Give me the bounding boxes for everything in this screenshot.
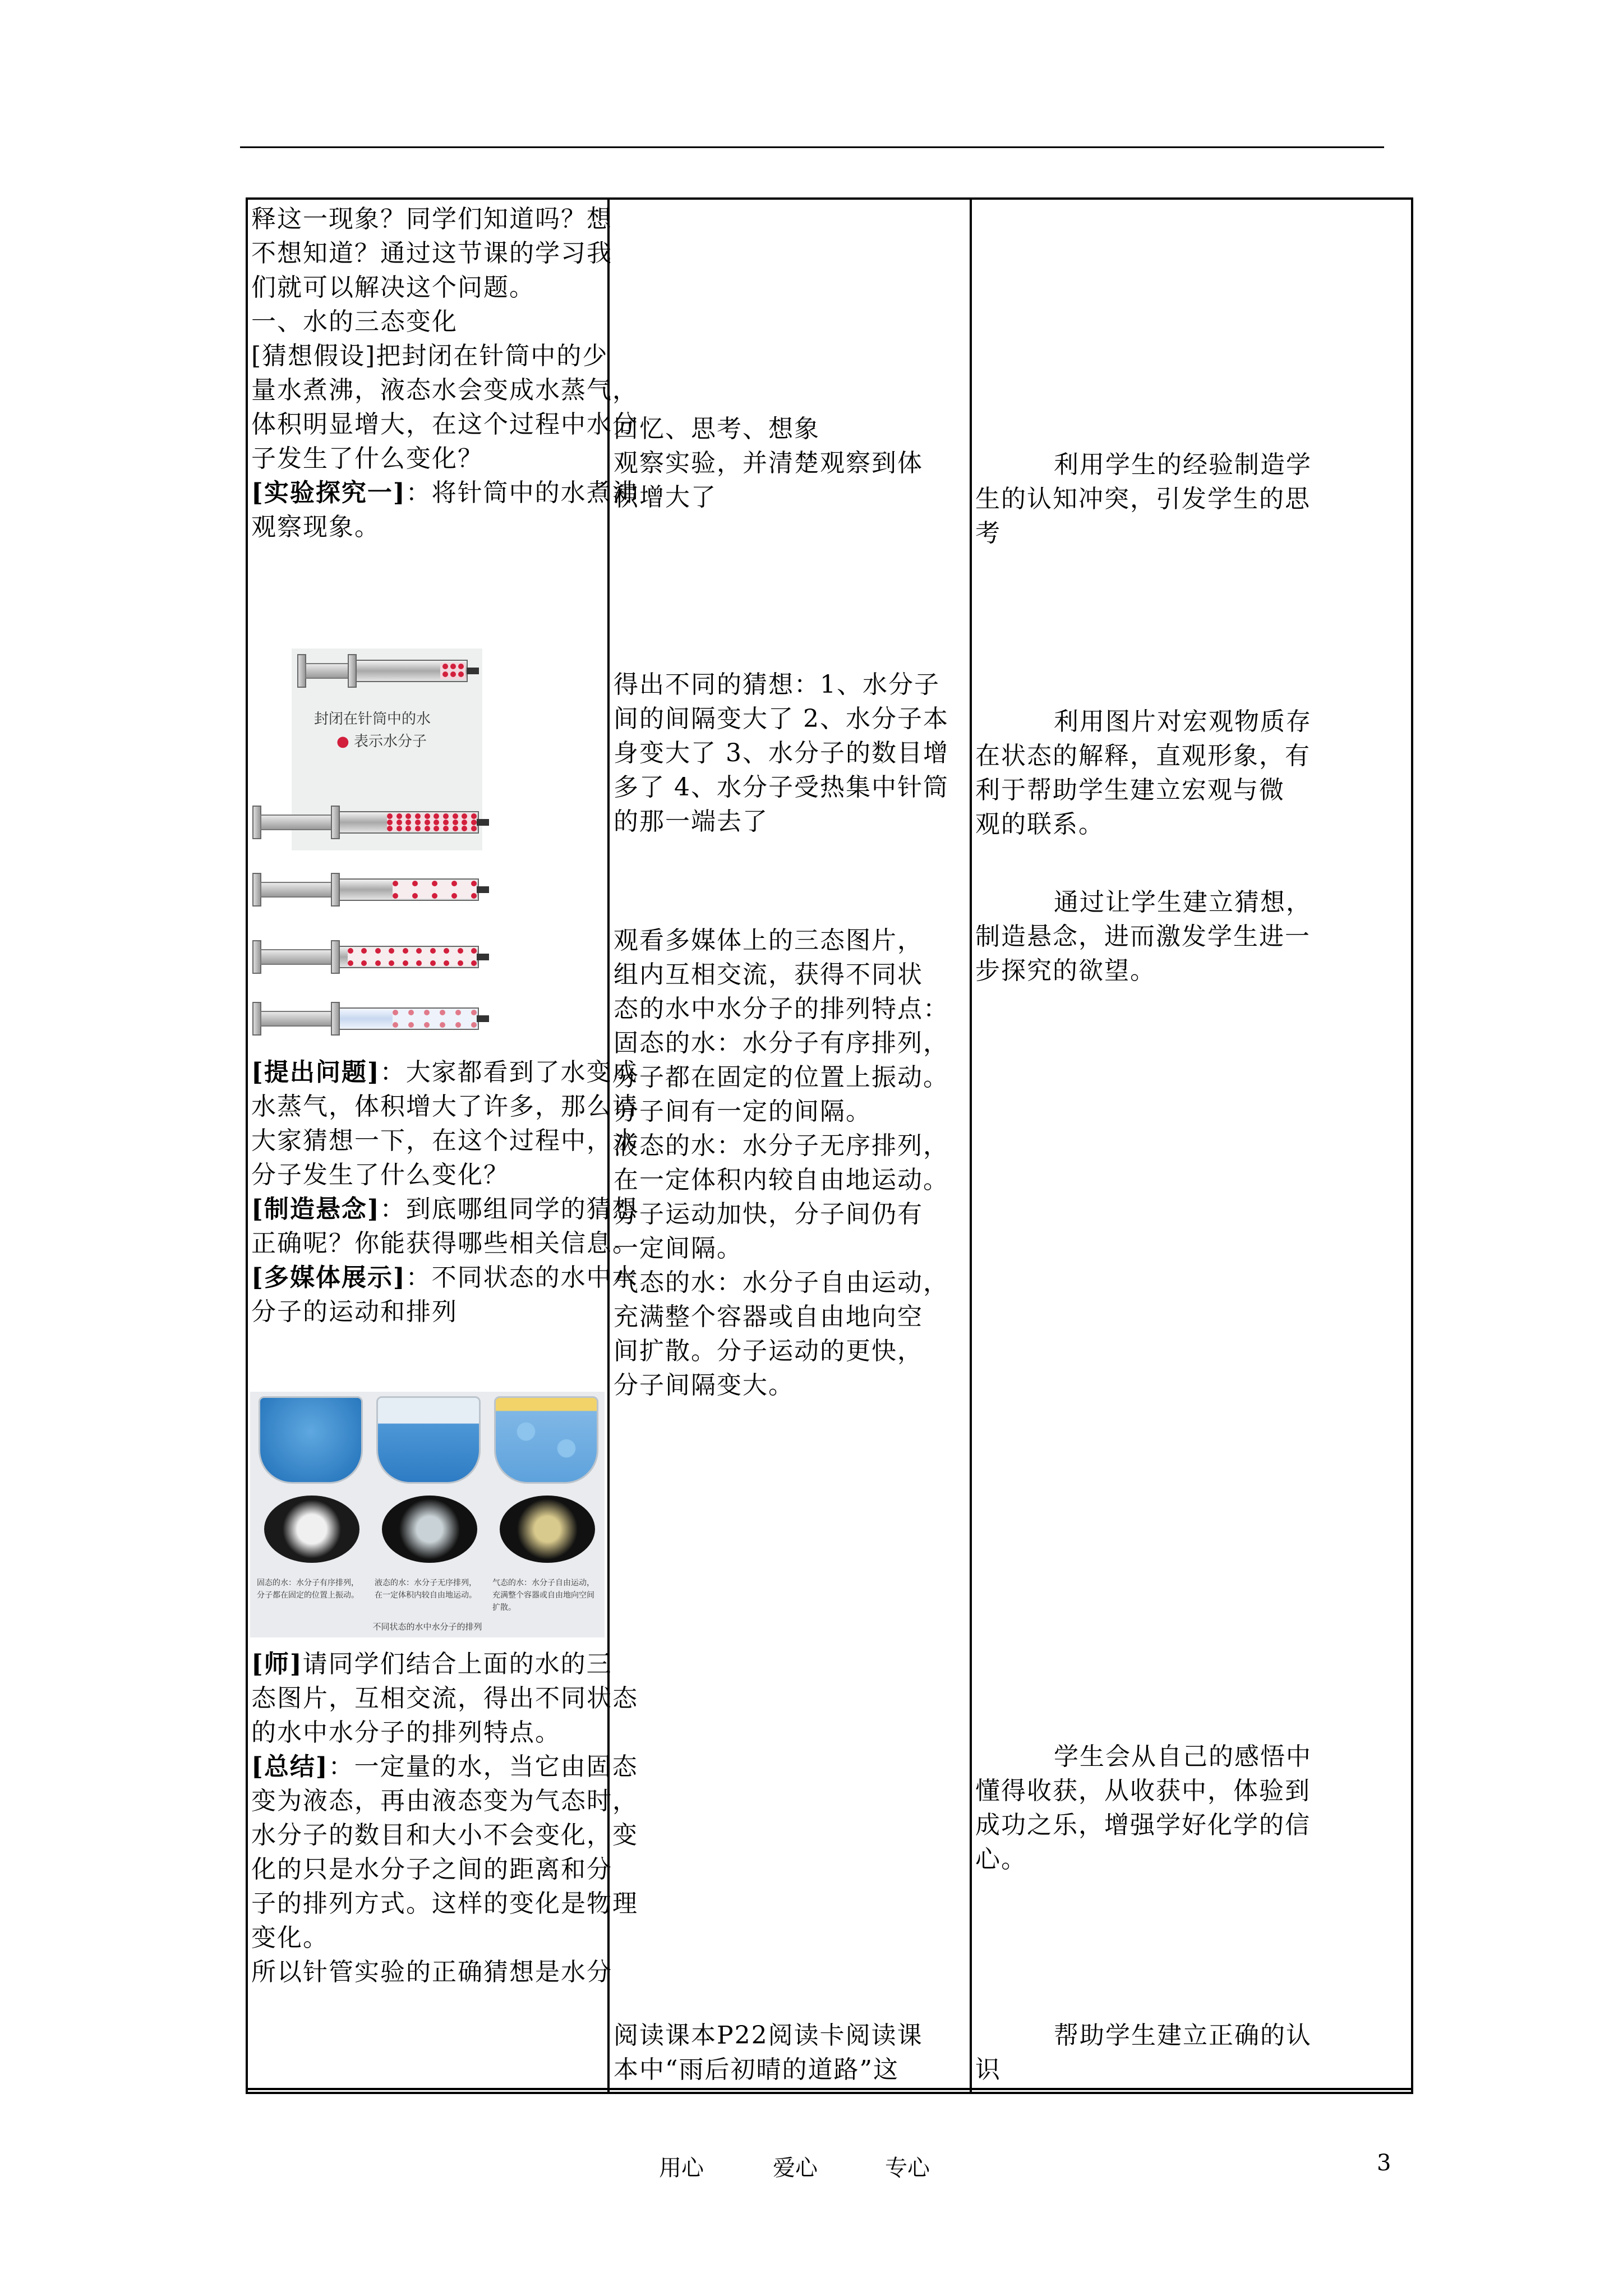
student-activity-3-line-8: 在一定体积内较自由地运动。 bbox=[614, 1166, 949, 1194]
water-molecule-dot bbox=[458, 948, 463, 954]
water-molecule-dot bbox=[444, 948, 449, 954]
water-molecule-dot bbox=[389, 948, 394, 954]
water-molecule-dot bbox=[471, 893, 477, 899]
student-activity-2-line-3: 身变大了 3、水分子的数目增 bbox=[614, 739, 949, 767]
water-molecule-dot bbox=[471, 826, 477, 831]
design-intent-block-1 bbox=[975, 448, 1407, 550]
intro-line-3: 们就可以解决这个问题。 bbox=[251, 273, 535, 302]
water-molecule-dot bbox=[453, 813, 458, 819]
syringe-2-molecules bbox=[387, 813, 477, 831]
syringe-caption-2-row bbox=[336, 730, 427, 751]
water-molecule-dot bbox=[440, 1022, 445, 1028]
design-intent-2-line-1: 利用图片对宏观物质存 bbox=[1054, 707, 1312, 736]
design-intent-4-line-2: 懂得收获，从收获中，体验到 bbox=[975, 1777, 1311, 1805]
media-line-2: 分子的运动和排列 bbox=[251, 1297, 458, 1326]
teacher-activity-column bbox=[251, 202, 638, 544]
syringe-1 bbox=[297, 660, 477, 682]
experiment-text: ：将针筒中的水煮沸 bbox=[405, 478, 638, 507]
water-molecule-dot bbox=[430, 960, 436, 966]
summary-line-5: 子的排列方式。这样的变化是物理 bbox=[251, 1889, 638, 1918]
hypothesis-line-3: 体积明显增大，在这个过程中水分 bbox=[251, 410, 638, 439]
syringe-caption-2: 表示水分子 bbox=[353, 733, 427, 750]
design-intent-4-line-3: 成功之乐，增强学好化学的信 bbox=[975, 1811, 1311, 1839]
solid-state-caption: 固态的水：水分子有序排列，分子都在固定的位置上振动。 bbox=[257, 1579, 359, 1600]
student-activity-1-line-2: 观察实验，并清楚观察到体 bbox=[614, 449, 923, 477]
water-molecule-dot bbox=[405, 820, 411, 825]
water-molecule-dot bbox=[387, 813, 393, 819]
student-activity-3-line-13: 间扩散。分子运动的更快， bbox=[614, 1337, 923, 1365]
media-line-1 bbox=[251, 1260, 638, 1295]
water-molecule-dot bbox=[425, 813, 430, 819]
water-molecule-dot bbox=[361, 948, 367, 954]
student-activity-1-line-1: 回忆、思考、想象 bbox=[614, 415, 820, 443]
water-molecule-dot bbox=[453, 826, 458, 831]
liquid-state-caption: 液态的水：水分子无序排列，在一定体积内较自由地运动。 bbox=[375, 1579, 477, 1600]
design-intent-4-line-1: 学生会从自己的感悟中 bbox=[1054, 1742, 1312, 1771]
experiment-label: [实验探究一] bbox=[251, 478, 406, 507]
syringe-1-tip bbox=[467, 668, 479, 674]
student-activity-1-line-3: 积增大了 bbox=[614, 483, 717, 512]
water-molecule-dot bbox=[375, 948, 381, 954]
water-molecule-dot bbox=[462, 813, 467, 819]
three-states-figure-title: 不同状态的水中水分子的排列 bbox=[372, 1622, 482, 1632]
water-molecule-dot bbox=[361, 960, 367, 966]
water-molecule-dot bbox=[462, 820, 467, 825]
student-activity-3-line-11: 气态的水：水分子自由运动， bbox=[614, 1268, 949, 1297]
question-line-1 bbox=[251, 1055, 638, 1089]
design-intent-1-line-2: 生的认知冲突，引发学生的思 bbox=[975, 485, 1311, 513]
water-molecule-dot bbox=[405, 813, 411, 819]
column-divider-2 bbox=[970, 200, 972, 2092]
water-molecule-dot bbox=[434, 826, 439, 831]
student-activity-3-line-4: 固态的水：水分子有序排列， bbox=[614, 1029, 949, 1057]
design-intent-block-3 bbox=[975, 885, 1407, 988]
solid-state-beaker bbox=[259, 1396, 363, 1484]
student-activity-3-line-5: 分子都在固定的位置上振动。 bbox=[614, 1063, 949, 1092]
experiment-line-1 bbox=[251, 476, 638, 510]
syringe-experiment-figure bbox=[252, 648, 488, 1041]
water-molecule-dot bbox=[412, 881, 418, 886]
question-line-2: 水蒸气，体积增大了许多，那么请 bbox=[251, 1092, 638, 1121]
student-activity-3-line-12: 充满整个容器或自由地向空 bbox=[614, 1303, 923, 1331]
question-line-4: 分子发生了什么变化？ bbox=[251, 1161, 509, 1189]
water-molecule-dot bbox=[348, 948, 353, 954]
water-molecule-dot bbox=[424, 1010, 430, 1015]
summary-line-7: 所以针管实验的正确猜想是水分 bbox=[251, 1958, 612, 1986]
question-text: ：大家都看到了水变成 bbox=[380, 1058, 638, 1087]
water-molecule-dot bbox=[375, 960, 381, 966]
design-intent-3-line-1: 通过让学生建立猜想， bbox=[1054, 888, 1312, 917]
teacher-activity-column-part2 bbox=[251, 1055, 638, 1329]
water-molecule-dot bbox=[425, 826, 430, 831]
syringe-2 bbox=[252, 811, 488, 834]
student-activity-3-line-2: 组内互相交流，获得不同状 bbox=[614, 960, 923, 989]
suspense-line-1 bbox=[251, 1192, 638, 1226]
water-molecule-dot bbox=[453, 820, 458, 825]
water-molecule-dot bbox=[471, 1022, 477, 1028]
water-molecule-dot bbox=[393, 1010, 398, 1015]
water-molecule-dot bbox=[415, 826, 421, 831]
water-molecule-dot bbox=[403, 960, 408, 966]
student-activity-block-2 bbox=[614, 668, 967, 839]
water-molecule-dot bbox=[412, 893, 418, 899]
lesson-table bbox=[246, 197, 1413, 2094]
summary-line-6: 变化。 bbox=[251, 1924, 329, 1952]
gas-state-beaker bbox=[494, 1396, 598, 1484]
water-molecule-dot bbox=[471, 960, 477, 966]
student-activity-4-line-2: 本中“雨后初晴的道路”这 bbox=[614, 2055, 899, 2084]
liquid-state-beaker bbox=[376, 1396, 481, 1484]
student-activity-2-line-1: 得出不同的猜想：1、水分子 bbox=[614, 670, 940, 699]
water-molecule-dot bbox=[451, 893, 457, 899]
media-label: [多媒体展示] bbox=[251, 1263, 406, 1292]
student-activity-2-line-4: 多了 4、水分子受热集中针筒 bbox=[614, 773, 949, 802]
molecule-legend-icon: ● bbox=[336, 733, 349, 750]
water-molecule-dot bbox=[348, 960, 353, 966]
syringe-caption-1: 封闭在针筒中的水 bbox=[314, 711, 431, 728]
student-activity-3-line-6: 分子间有一定的间隔。 bbox=[614, 1097, 872, 1126]
intro-line-2: 不想知道？通过这节课的学习我 bbox=[251, 239, 612, 268]
teacher-text: 请同学们结合上面的水的三 bbox=[302, 1650, 612, 1678]
syringe-1-plunger bbox=[305, 663, 350, 679]
teacher-label: [师] bbox=[251, 1650, 303, 1678]
syringe-4 bbox=[252, 946, 488, 968]
water-molecule-dot bbox=[408, 1010, 414, 1015]
water-molecule-dot bbox=[432, 893, 437, 899]
water-molecule-dot bbox=[443, 820, 449, 825]
media-text: ：不同状态的水中水 bbox=[405, 1263, 638, 1292]
suspense-label: [制造悬念] bbox=[251, 1195, 380, 1223]
water-molecule-dot bbox=[393, 893, 398, 899]
student-activity-block-1 bbox=[614, 412, 967, 514]
water-molecule-dot bbox=[393, 881, 398, 886]
student-activity-3-line-1: 观看多媒体上的三态图片， bbox=[614, 926, 923, 955]
water-molecule-dot bbox=[443, 826, 449, 831]
student-activity-3-line-7: 液态的水：水分子无序排列， bbox=[614, 1131, 949, 1160]
water-glass-photo bbox=[382, 1496, 477, 1563]
water-molecule-dot bbox=[430, 948, 436, 954]
water-molecule-dot bbox=[443, 813, 449, 819]
design-intent-block-2 bbox=[975, 705, 1407, 841]
hypothesis-line-2: 量水煮沸，液态水会变成水蒸气， bbox=[251, 376, 638, 404]
water-molecule-dot bbox=[389, 960, 394, 966]
water-molecule-dot bbox=[387, 826, 393, 831]
student-activity-3-line-14: 分子间隔变大。 bbox=[614, 1371, 794, 1400]
syringe-3-molecules bbox=[393, 881, 477, 899]
teacher-activity-column-part3 bbox=[251, 1647, 638, 1989]
experiment-line-2: 观察现象。 bbox=[251, 513, 380, 541]
question-label: [提出问题] bbox=[251, 1058, 380, 1087]
hypothesis-line-4: 子发生了什么变化？ bbox=[251, 444, 483, 473]
footer-motto-3: 专心 bbox=[885, 2155, 930, 2181]
student-activity-2-line-2: 间的间隔变大了 2、水分子本 bbox=[614, 705, 949, 733]
summary-line-3: 水分子的数目和大小不会变化，变 bbox=[251, 1821, 638, 1849]
intro-line-1: 释这一现象？同学们知道吗？想 bbox=[251, 205, 612, 233]
water-molecule-dot bbox=[396, 813, 402, 819]
water-molecule-dot bbox=[425, 820, 430, 825]
student-activity-block-3 bbox=[614, 923, 967, 1402]
design-intent-2-line-2: 在状态的解释，直观形象，有 bbox=[975, 742, 1311, 770]
student-activity-3-line-3: 态的水中水分子的排列特点： bbox=[614, 995, 949, 1023]
summary-line-2: 变为液态，再由液态变为气态时， bbox=[251, 1787, 638, 1815]
gas-state-caption: 气态的水：水分子自由运动，充满整个容器或自由地向空间扩散。 bbox=[492, 1579, 594, 1612]
water-molecule-dot bbox=[471, 820, 477, 825]
design-intent-1-line-3: 考 bbox=[975, 519, 1001, 547]
water-molecule-dot bbox=[455, 1022, 461, 1028]
teacher-line-3: 的水中水分子的排列特点。 bbox=[251, 1718, 561, 1747]
water-molecule-dot bbox=[393, 1022, 398, 1028]
ice-photo bbox=[264, 1496, 359, 1563]
water-molecule-dot bbox=[434, 820, 439, 825]
suspense-line-2: 正确呢？你能获得哪些相关信息。 bbox=[251, 1229, 638, 1258]
teacher-line-1 bbox=[251, 1647, 612, 1681]
design-intent-block-5 bbox=[975, 2018, 1407, 2087]
water-molecule-dot bbox=[403, 948, 408, 954]
water-molecule-dot bbox=[471, 1010, 477, 1015]
water-molecule-dot bbox=[415, 813, 421, 819]
header-rule bbox=[240, 146, 1384, 148]
design-intent-3-line-2: 制造悬念，进而激发学生进一 bbox=[975, 922, 1311, 951]
design-intent-5-line-1: 帮助学生建立正确的认 bbox=[1054, 2021, 1312, 2050]
section-title: 一、水的三态变化 bbox=[251, 307, 458, 336]
student-activity-3-line-10: 一定间隔。 bbox=[614, 1234, 743, 1263]
design-intent-3-line-3: 步探究的欲望。 bbox=[975, 956, 1156, 985]
summary-label: [总结] bbox=[251, 1752, 329, 1781]
page-number: 3 bbox=[1377, 2150, 1391, 2176]
three-states-water-figure bbox=[250, 1392, 605, 1637]
footer-motto-2: 爱心 bbox=[773, 2155, 818, 2181]
design-intent-block-4 bbox=[975, 1740, 1407, 1876]
hypothesis-line-1: [猜想假设]把封闭在针筒中的少 bbox=[251, 342, 608, 370]
steam-glass-photo bbox=[500, 1496, 595, 1563]
design-intent-1-line-1: 利用学生的经验制造学 bbox=[1054, 450, 1312, 479]
summary-line-4: 化的只是水分子之间的距离和分 bbox=[251, 1855, 612, 1884]
syringe-1-water bbox=[440, 662, 465, 679]
syringe-5-molecules bbox=[393, 1010, 477, 1028]
student-activity-2-line-5: 的那一端去了 bbox=[614, 807, 768, 836]
water-molecule-dot bbox=[424, 1022, 430, 1028]
water-molecule-dot bbox=[451, 881, 457, 886]
summary-text: ：一定量的水，当它由固态 bbox=[328, 1752, 638, 1781]
student-activity-4-line-1: 阅读课本P22阅读卡阅读课 bbox=[614, 2021, 923, 2050]
water-molecule-dot bbox=[471, 881, 477, 886]
syringe-4-molecules bbox=[348, 948, 477, 966]
water-molecule-dot bbox=[462, 826, 467, 831]
water-molecule-dot bbox=[458, 960, 463, 966]
water-molecule-dot bbox=[405, 826, 411, 831]
water-molecule-dot bbox=[396, 820, 402, 825]
student-activity-block-4 bbox=[614, 2018, 967, 2087]
student-activity-3-line-9: 分子运动加快，分子间仍有 bbox=[614, 1200, 923, 1228]
syringe-5 bbox=[252, 1007, 488, 1030]
water-molecule-dot bbox=[471, 813, 477, 819]
water-molecule-dot bbox=[434, 813, 439, 819]
question-line-3: 大家猜想一下，在这个过程中，水 bbox=[251, 1126, 638, 1155]
water-molecule-dot bbox=[444, 960, 449, 966]
table-bottom-line bbox=[248, 2088, 1411, 2090]
water-molecule-dot bbox=[455, 1010, 461, 1015]
teacher-line-2: 态图片，互相交流，得出不同状态 bbox=[251, 1684, 638, 1713]
water-molecule-dot bbox=[471, 948, 477, 954]
water-molecule-dot bbox=[416, 960, 422, 966]
summary-line-1 bbox=[251, 1750, 638, 1784]
water-molecule-dot bbox=[396, 826, 402, 831]
footer-motto-1: 用心 bbox=[659, 2155, 704, 2181]
design-intent-5-line-2: 识 bbox=[975, 2055, 1001, 2084]
design-intent-2-line-4: 观的联系。 bbox=[975, 810, 1104, 839]
syringe-3 bbox=[252, 878, 488, 901]
water-molecule-dot bbox=[432, 881, 437, 886]
water-molecule-dot bbox=[387, 820, 393, 825]
suspense-text: ：到底哪组同学的猜想 bbox=[380, 1195, 638, 1223]
water-molecule-dot bbox=[408, 1022, 414, 1028]
water-molecule-dot bbox=[416, 948, 422, 954]
design-intent-2-line-3: 利于帮助学生建立宏观与微 bbox=[975, 776, 1285, 804]
water-molecule-dot bbox=[415, 820, 421, 825]
design-intent-4-line-4: 心。 bbox=[975, 1845, 1027, 1874]
water-molecule-dot bbox=[440, 1010, 445, 1015]
